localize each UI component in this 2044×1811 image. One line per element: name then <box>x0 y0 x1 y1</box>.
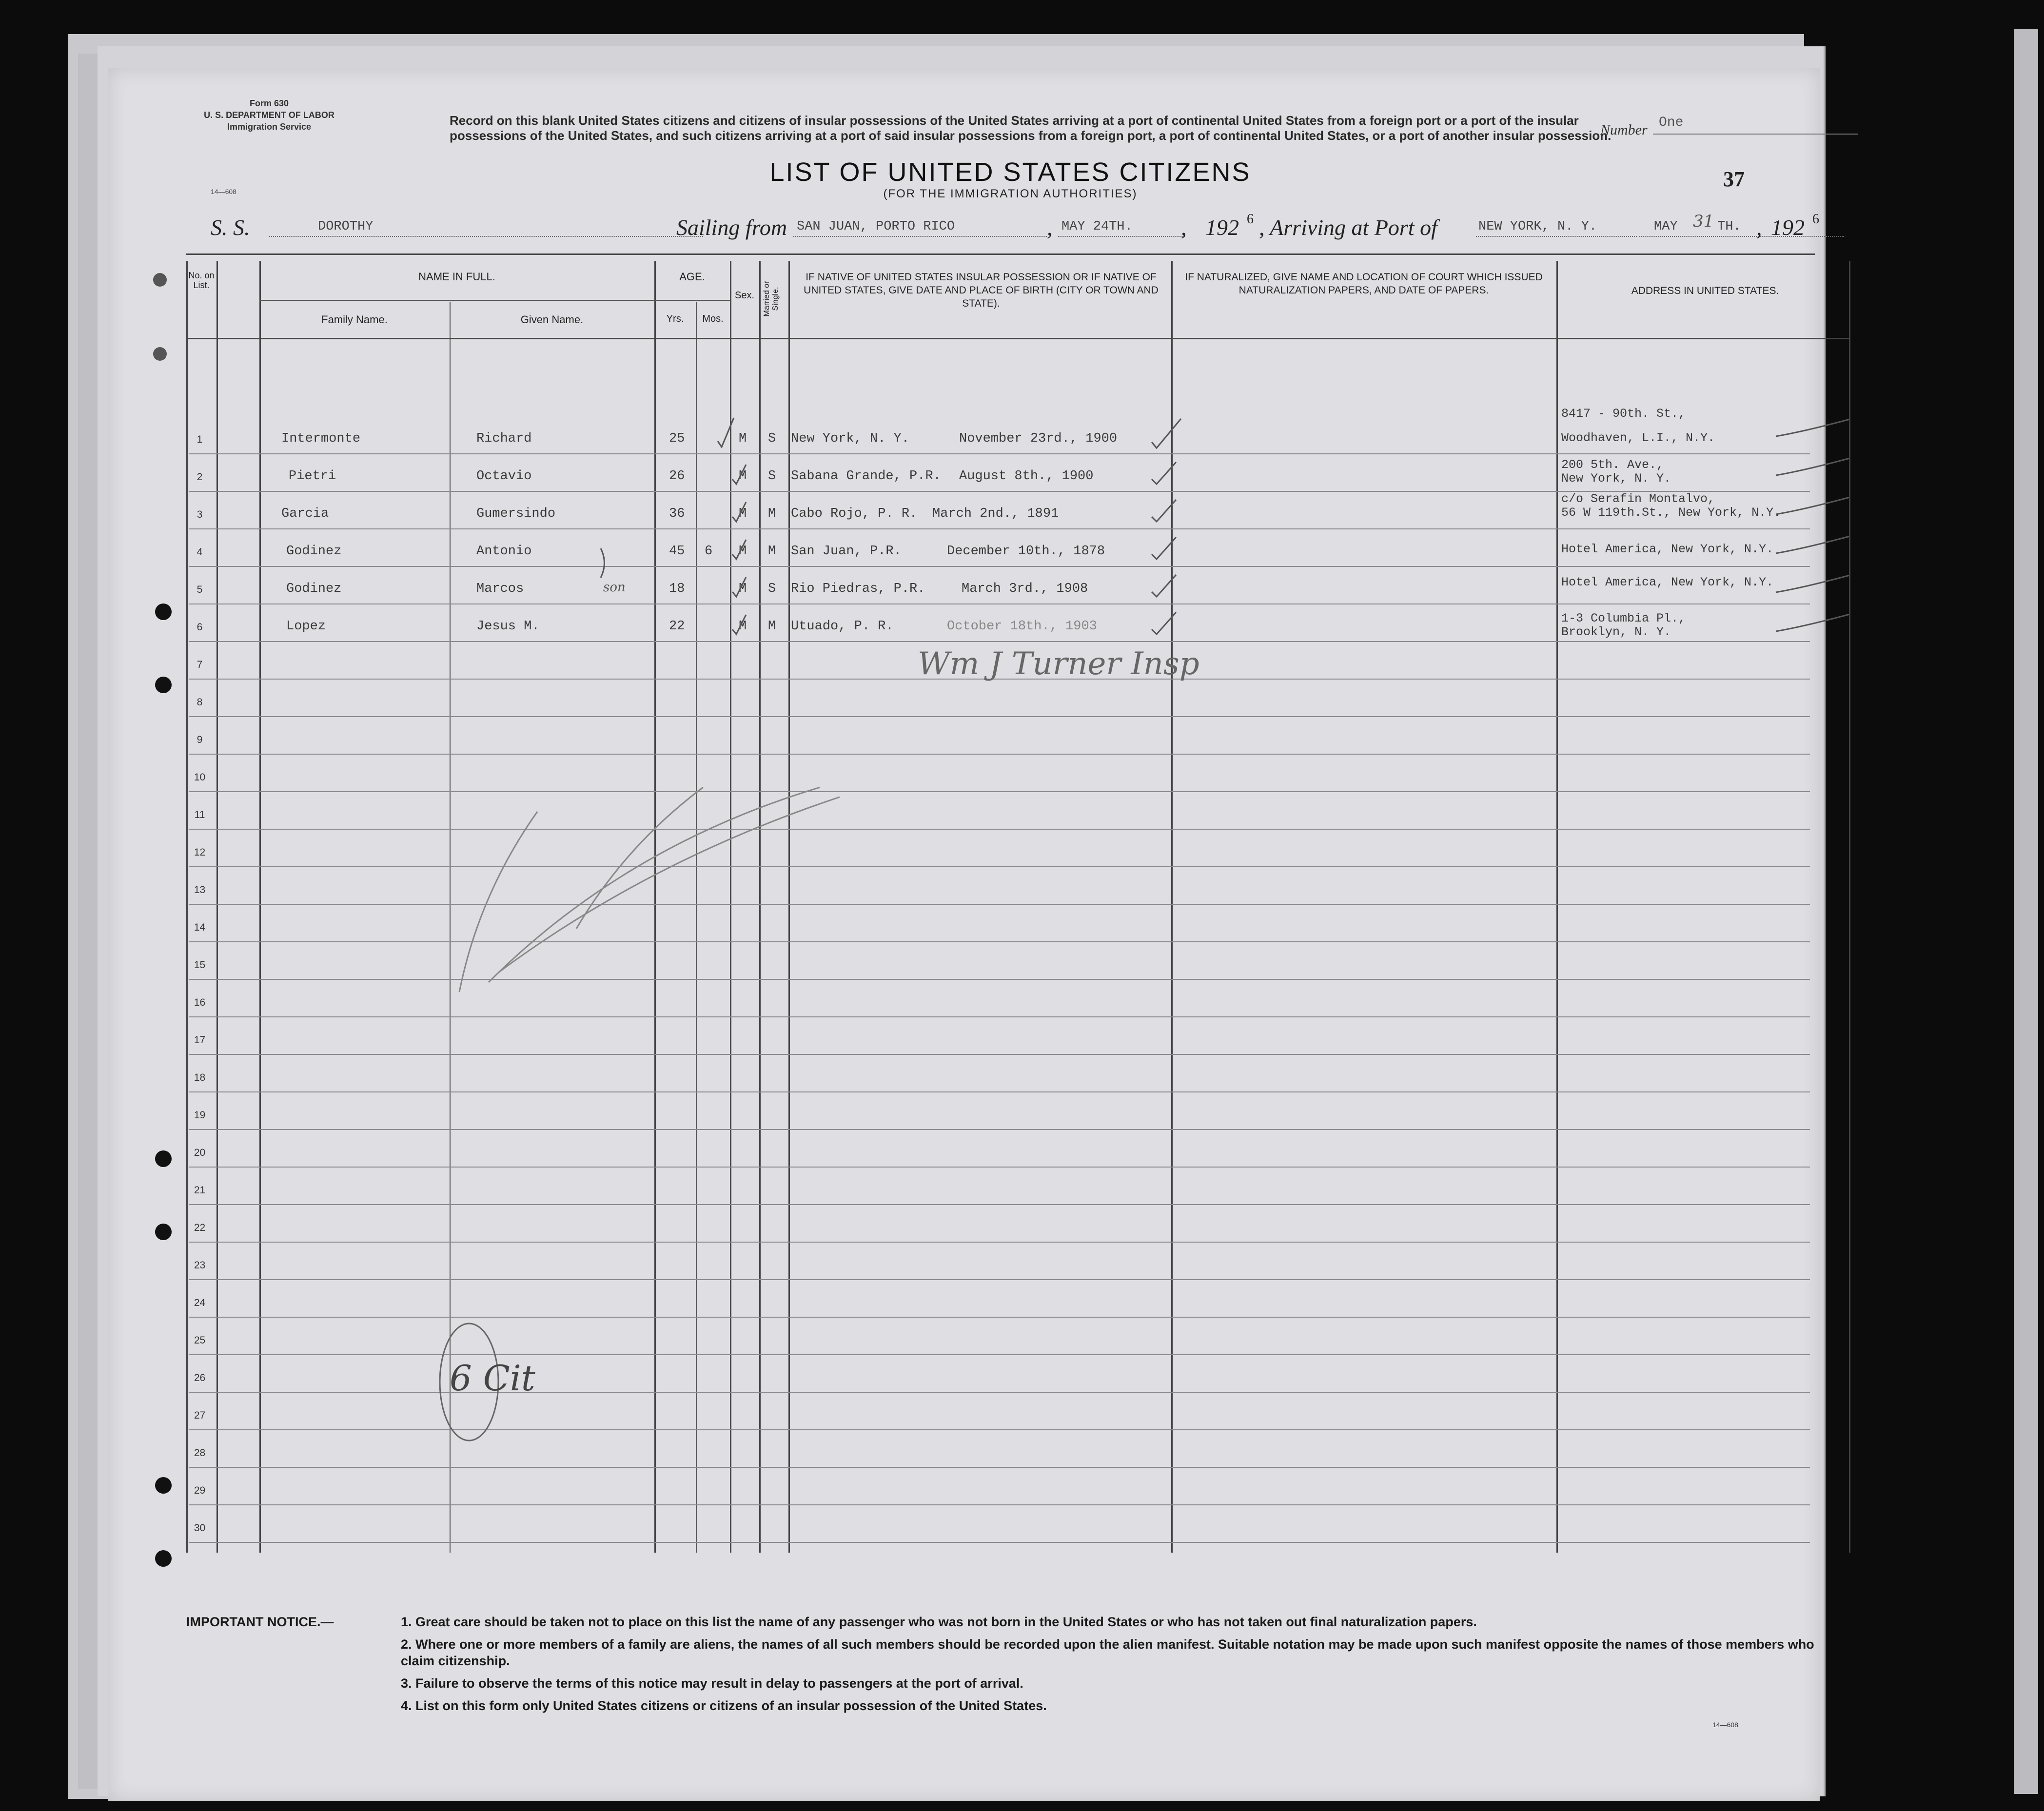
row-number: 5 <box>197 584 203 595</box>
row-number: 6 <box>197 622 203 633</box>
brace-mark <box>601 548 605 578</box>
age-years: 26 <box>669 469 685 484</box>
address-line: New York, N. Y. <box>1561 471 1671 486</box>
col-header-naturalized: IF NATURALIZED, GIVE NAME AND LOCATION OF COURT WHICH ISSUED NATURALIZATION PAPERS, AND DATE OF PAPERS. <box>1185 272 1543 296</box>
col-header-age: AGE. <box>679 271 705 283</box>
marital-status: S <box>768 582 776 596</box>
row-number: 19 <box>194 1110 206 1121</box>
sex: M <box>739 431 747 446</box>
ship-line <box>269 236 703 237</box>
year-from-digit: 6 <box>1247 212 1254 227</box>
row-number: 14 <box>194 922 206 933</box>
punch-hole <box>155 677 172 693</box>
check-mark <box>1152 575 1176 597</box>
marital-status: S <box>768 469 776 484</box>
col-header-married: Married or Single. <box>763 281 780 317</box>
notice-label: IMPORTANT NOTICE.— <box>186 1615 334 1629</box>
notice-item: 1. Great care should be taken not to place on this list the name of any passenger who was not born in the United States or who has not taken out final naturalization papers. <box>401 1615 1477 1629</box>
check-mark <box>718 418 734 447</box>
col-header-name: NAME IN FULL. <box>418 271 495 283</box>
number-line <box>1653 134 1858 135</box>
arriving-label: , Arriving at Port of <box>1259 215 1437 240</box>
address-line: Woodhaven, L.I., N.Y. <box>1561 431 1715 445</box>
header-rule <box>186 253 1815 255</box>
col-line <box>1849 261 1850 1553</box>
comma: , <box>1756 215 1762 240</box>
check-mark <box>1776 573 1849 592</box>
punch-hole <box>155 1150 172 1167</box>
row-number: 7 <box>197 659 203 670</box>
sex: M <box>739 469 747 484</box>
birth-place: Cabo Rojo, P. R. <box>791 506 918 521</box>
row-number: 15 <box>194 959 206 971</box>
age-years: 25 <box>669 431 685 446</box>
notice-item: 2. Where one or more members of a family are aliens, the names of all such members should be recorded upon the alien manifest. Suitable notation may be made upon such manifest opposite the names of those members who claim citizenship. <box>401 1637 1814 1668</box>
sex: M <box>739 619 747 634</box>
son-note: son <box>603 580 626 595</box>
form-id-line: Immigration Service <box>227 122 312 132</box>
notice-item: 4. List on this form only United States citizens or citizens of an insular possession of the United States. <box>401 1698 1047 1713</box>
address-line: 1-3 Columbia Pl., <box>1561 611 1686 625</box>
row-number: 4 <box>197 546 203 558</box>
address-line: 200 5th. Ave., <box>1561 458 1664 472</box>
count-note: 6 Cit <box>450 1358 535 1399</box>
check-mark <box>1776 456 1849 475</box>
col-header-given: Given Name. <box>520 313 584 326</box>
footer-form-code: 14—608 <box>1712 1721 1738 1729</box>
check-mark <box>732 577 746 597</box>
row-number: 26 <box>194 1372 206 1383</box>
row-number: 9 <box>197 734 203 745</box>
row-number: 29 <box>194 1485 206 1496</box>
check-mark <box>732 465 746 484</box>
ss-label: S. S. <box>211 215 250 240</box>
address-line: c/o Serafin Montalvo, <box>1561 492 1715 506</box>
sex: M <box>739 544 747 559</box>
check-mark <box>1776 417 1849 436</box>
check-mark <box>1152 419 1181 448</box>
address-line: 8417 - 90th. St., <box>1561 407 1686 421</box>
family-name: Garcia <box>281 506 329 521</box>
sailing-label: Sailing from <box>676 215 787 240</box>
address-line: Brooklyn, N. Y. <box>1561 625 1671 639</box>
page-number: 37 <box>1723 167 1745 191</box>
year-to: 192 <box>1771 215 1805 240</box>
check-mark <box>732 615 746 634</box>
row-number: 22 <box>194 1222 206 1233</box>
ship-name: DOROTHY <box>318 219 373 234</box>
check-mark <box>1152 462 1176 484</box>
check-mark <box>1152 500 1176 522</box>
row-number: 28 <box>194 1447 206 1459</box>
passenger-table <box>186 261 1810 1553</box>
address-line: Hotel America, New York, N.Y. <box>1561 575 1774 589</box>
row-number: 30 <box>194 1522 206 1534</box>
comma: , <box>1181 215 1187 240</box>
row-number: 3 <box>197 509 203 520</box>
check-mark <box>1152 612 1176 634</box>
given-name: Gumersindo <box>476 506 556 521</box>
check-mark <box>732 502 746 522</box>
check-marks <box>186 261 1849 1553</box>
sex: M <box>739 506 747 521</box>
check-mark <box>1776 534 1849 553</box>
form-identifier <box>181 97 357 133</box>
age-years: 22 <box>669 619 685 634</box>
row-number: 17 <box>194 1034 206 1046</box>
sex: M <box>739 582 747 596</box>
date-to-month: MAY <box>1654 219 1678 234</box>
punch-hole <box>155 1224 172 1240</box>
col-header-address: ADDRESS IN UNITED STATES. <box>1631 285 1779 296</box>
row-number: 13 <box>194 884 206 896</box>
given-name: Octavio <box>476 469 532 484</box>
comma: , <box>1047 215 1053 240</box>
voyage-line <box>211 214 1820 244</box>
birth-date: March 2nd., 1891 <box>932 506 1059 521</box>
row-number: 16 <box>194 997 206 1008</box>
check-mark <box>1776 612 1849 631</box>
punch-hole <box>155 1550 172 1567</box>
address-line: 56 W 119th.St., New York, N.Y. <box>1561 506 1781 520</box>
family-name: Pietri <box>289 469 336 484</box>
punch-hole <box>153 273 167 287</box>
check-mark <box>1152 537 1176 559</box>
port-from: SAN JUAN, PORTO RICO <box>797 219 955 234</box>
address-line: Hotel America, New York, N.Y. <box>1561 542 1774 556</box>
family-name: Godinez <box>286 582 342 596</box>
punch-hole <box>153 347 167 361</box>
birth-date: December 10th., 1878 <box>947 544 1105 559</box>
form-id-line: U. S. DEPARTMENT OF LABOR <box>204 110 334 120</box>
row-number: 2 <box>197 471 203 483</box>
birth-date: August 8th., 1900 <box>959 469 1094 484</box>
page-title: LIST OF UNITED STATES CITIZENS <box>769 157 1251 187</box>
given-name: Richard <box>476 431 532 446</box>
given-name: Jesus M. <box>476 619 540 634</box>
date-to-day: 31 <box>1693 212 1714 231</box>
row-number: 24 <box>194 1297 206 1308</box>
family-name: Lopez <box>286 619 326 634</box>
col-header-no: No. on List. <box>188 271 215 290</box>
form-id-line: Form 630 <box>249 98 289 108</box>
family-name: Godinez <box>286 544 342 559</box>
check-mark <box>1776 495 1849 514</box>
birth-place: Rio Piedras, P.R. <box>791 582 925 596</box>
port-to: NEW YORK, N. Y. <box>1478 219 1597 234</box>
marital-status: M <box>768 619 776 634</box>
year-from: 192 <box>1205 215 1239 240</box>
col-header-family: Family Name. <box>321 313 388 326</box>
date-to-suffix: TH. <box>1717 219 1741 234</box>
underlying-sheet-right <box>2014 29 2038 1794</box>
date-from-line <box>1058 236 1185 237</box>
birth-place: Utuado, P. R. <box>791 619 894 634</box>
form-number: 14—608 <box>211 188 236 195</box>
row-number: 25 <box>194 1335 206 1346</box>
row-number: 1 <box>197 434 203 445</box>
marital-status: M <box>768 544 776 559</box>
notice-item: 3. Failure to observe the terms of this notice may result in delay to passengers at the port of arrival. <box>401 1676 1023 1691</box>
age-months: 6 <box>705 544 713 559</box>
birth-place: New York, N. Y. <box>791 431 910 446</box>
date-to-line <box>1639 236 1844 237</box>
birth-date: November 23rd., 1900 <box>959 431 1118 446</box>
given-name: Antonio <box>476 544 532 559</box>
age-years: 18 <box>669 582 685 596</box>
marital-status: S <box>768 431 776 446</box>
birth-date: October 18th., 1903 <box>947 619 1097 634</box>
punch-hole <box>155 1477 172 1494</box>
check-mark <box>732 540 746 559</box>
given-name: Marcos <box>476 582 524 596</box>
manifest-page <box>108 68 1820 1801</box>
col-header-mos: Mos. <box>702 313 724 324</box>
col-header-sex: Sex. <box>734 290 755 301</box>
col-header-birth: IF NATIVE OF UNITED STATES INSULAR POSSESSION OR IF NATIVE OF UNITED STATES, GIVE DATE AND PLACE OF BIRTH (CITY OR TOWN AND STATE). <box>804 272 1159 309</box>
age-years: 45 <box>669 544 685 559</box>
row-number: 11 <box>194 809 205 820</box>
port-from-line <box>793 236 1047 237</box>
family-name: Intermonte <box>281 431 361 446</box>
marital-status: M <box>768 506 776 521</box>
pencil-strikes <box>459 787 840 992</box>
date-from: MAY 24TH. <box>1061 219 1133 234</box>
number-label: Number <box>1600 122 1648 138</box>
row-number: 27 <box>194 1410 206 1421</box>
row-number: 21 <box>194 1185 206 1196</box>
row-number: 20 <box>194 1147 206 1158</box>
port-to-line <box>1476 236 1637 237</box>
year-to-digit: 6 <box>1812 212 1819 227</box>
birth-date: March 3rd., 1908 <box>962 582 1088 596</box>
row-number: 23 <box>194 1260 206 1271</box>
col-header-yrs: Yrs. <box>666 313 684 324</box>
age-years: 36 <box>669 506 685 521</box>
punch-hole <box>155 604 172 620</box>
birth-place: Sabana Grande, P.R. <box>791 469 941 484</box>
record-instructions: Record on this blank United States citizens and citizens of insular possessions of the United States arriving at a port of continental United States from a foreign port or a port of the insular possessions of the United States, and such citizens arriving at a port of said insular possessions from a foreign port, a port of continental United States, or a port of another insular possession. <box>450 113 1612 143</box>
row-number: 10 <box>194 772 206 783</box>
row-number: 18 <box>194 1072 206 1083</box>
page-subtitle: (FOR THE IMMIGRATION AUTHORITIES) <box>883 187 1138 200</box>
birth-place: San Juan, P.R. <box>791 544 902 559</box>
inspector-signature: Wm J Turner Insp <box>918 646 1199 682</box>
row-number: 12 <box>194 847 206 858</box>
number-value: One <box>1659 115 1684 130</box>
row-number: 8 <box>197 697 203 708</box>
